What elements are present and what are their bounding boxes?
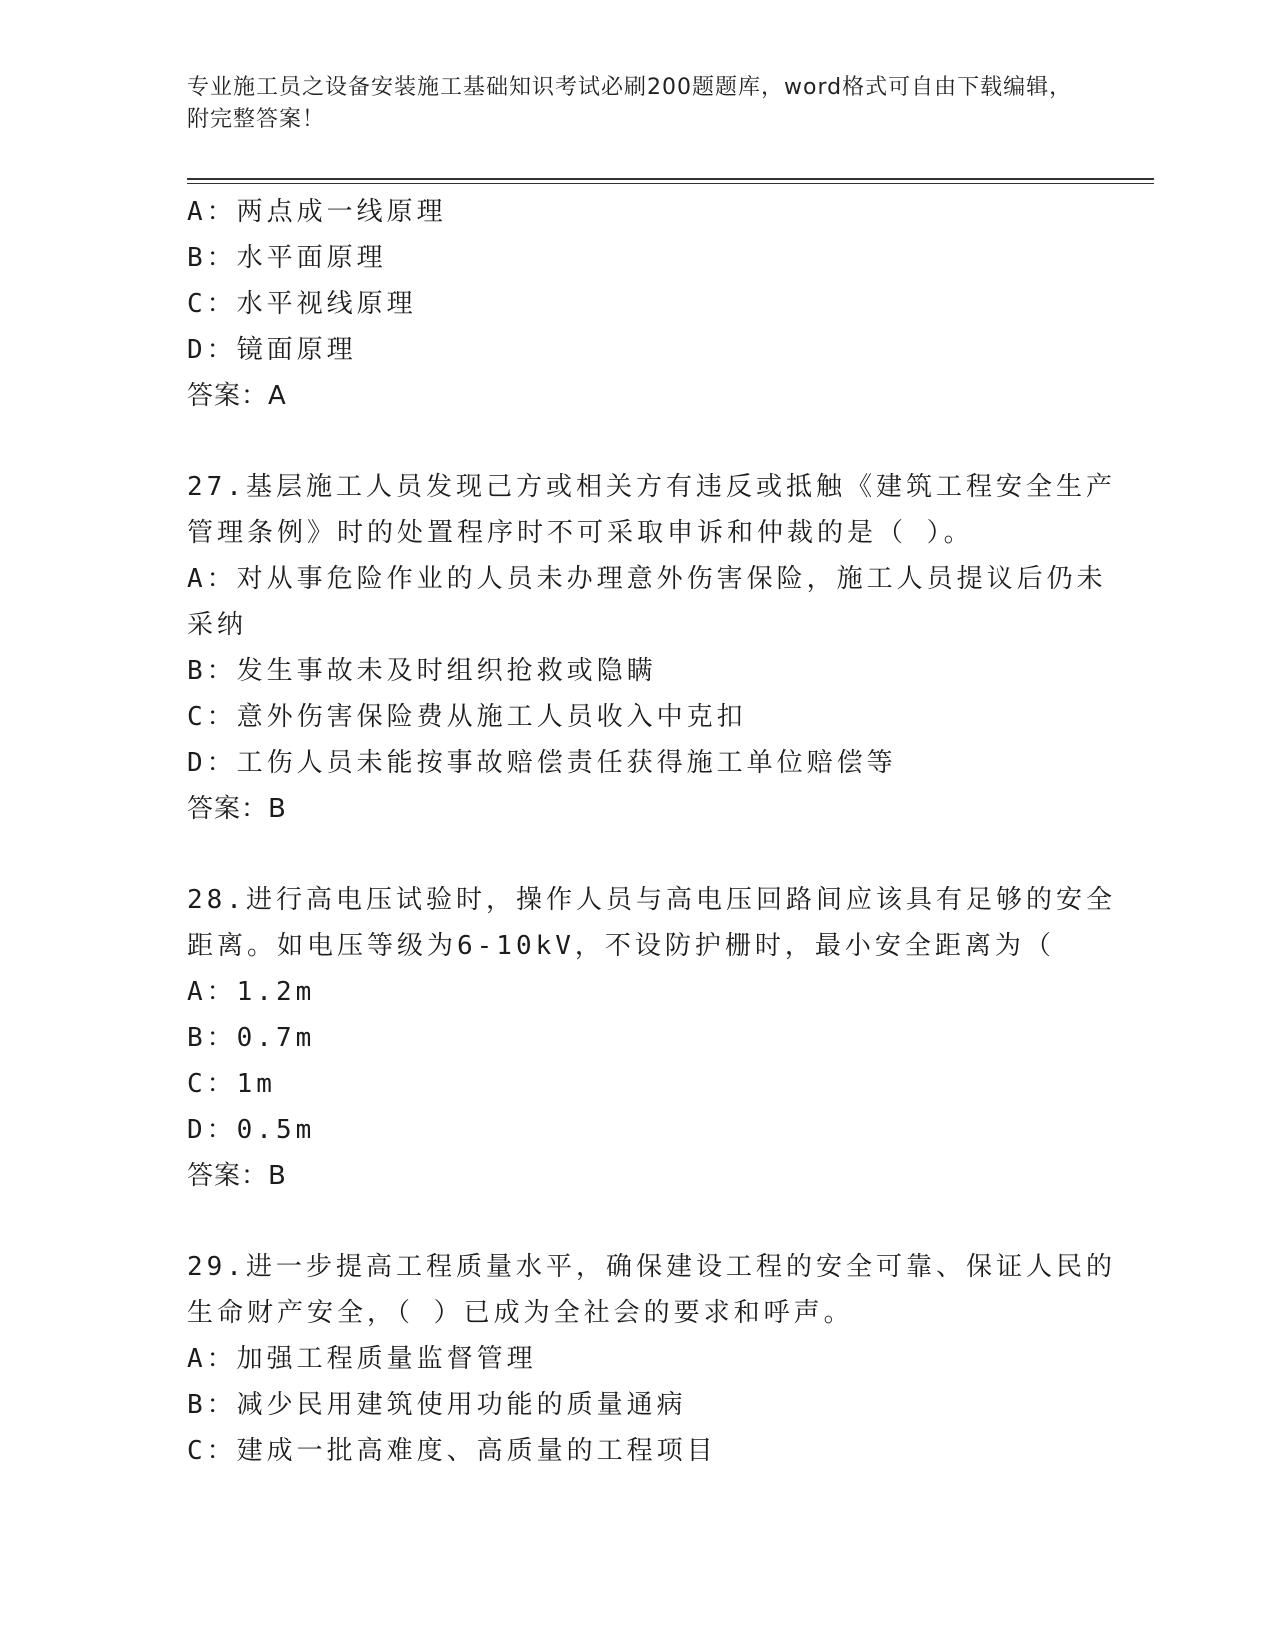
option-c: C：1m [187, 1069, 276, 1099]
option-d: D：工伤人员未能按事故赔偿责任获得施工单位赔偿等 [187, 748, 897, 778]
option-d: D：0.5m [187, 1115, 316, 1145]
option-d: D：镜面原理 [187, 335, 357, 365]
option-b: B：0.7m [187, 1023, 316, 1053]
question-stem [187, 1244, 1116, 1336]
question-26 [187, 189, 1087, 419]
option-b: B：减少民用建筑使用功能的质量通病 [187, 1390, 687, 1420]
option-b: B：发生事故未及时组织抢救或隐瞒 [187, 656, 657, 686]
question-28 [187, 877, 1116, 1199]
stem-line: 管理条例》时的处置程序时不可采取申诉和仲裁的是（ ）。 [187, 518, 974, 548]
document-title: 专业施工员之设备安装施工基础知识考试必刷200题题库，word格式可自由下载编辑，附完整答案！ [187, 75, 1073, 132]
question-27 [187, 464, 1116, 832]
spacer [187, 419, 1087, 464]
header-divider-thick [187, 178, 1154, 180]
document-header [187, 72, 1077, 136]
question-list [187, 189, 1116, 1474]
option-c: C：建成一批高难度、高质量的工程项目 [187, 1436, 717, 1466]
option-a-continued: 采纳 [187, 610, 248, 640]
option-b: B：水平面原理 [187, 243, 387, 273]
option-c: C：意外伤害保险费从施工人员收入中克扣 [187, 702, 747, 732]
spacer [187, 1199, 1087, 1244]
option-c: C：水平视线原理 [187, 289, 417, 319]
answer: 答案：B [187, 1161, 287, 1191]
answer: 答案：B [187, 794, 287, 824]
header-divider-thin [187, 183, 1154, 184]
stem-line: 生命财产安全，（ ）已成为全社会的要求和呼声。 [187, 1298, 854, 1328]
question-29 [187, 1244, 1116, 1474]
question-stem [187, 877, 1116, 969]
option-a: A：对从事危险作业的人员未办理意外伤害保险，施工人员提议后仍未 [187, 564, 1107, 594]
stem-line: 27.基层施工人员发现己方或相关方有违反或抵触《建筑工程安全生产 [187, 472, 1116, 502]
answer: 答案：A [187, 381, 287, 411]
stem-line: 距离。如电压等级为6-10kV，不设防护栅时，最小安全距离为（ [187, 931, 1055, 961]
spacer [187, 832, 1087, 877]
stem-line: 29.进一步提高工程质量水平，确保建设工程的安全可靠、保证人民的 [187, 1252, 1116, 1282]
option-a: A：两点成一线原理 [187, 197, 447, 227]
option-a: A：1.2m [187, 977, 316, 1007]
question-stem [187, 464, 1116, 556]
stem-line: 28.进行高电压试验时，操作人员与高电压回路间应该具有足够的安全 [187, 885, 1116, 915]
option-a: A：加强工程质量监督管理 [187, 1344, 537, 1374]
